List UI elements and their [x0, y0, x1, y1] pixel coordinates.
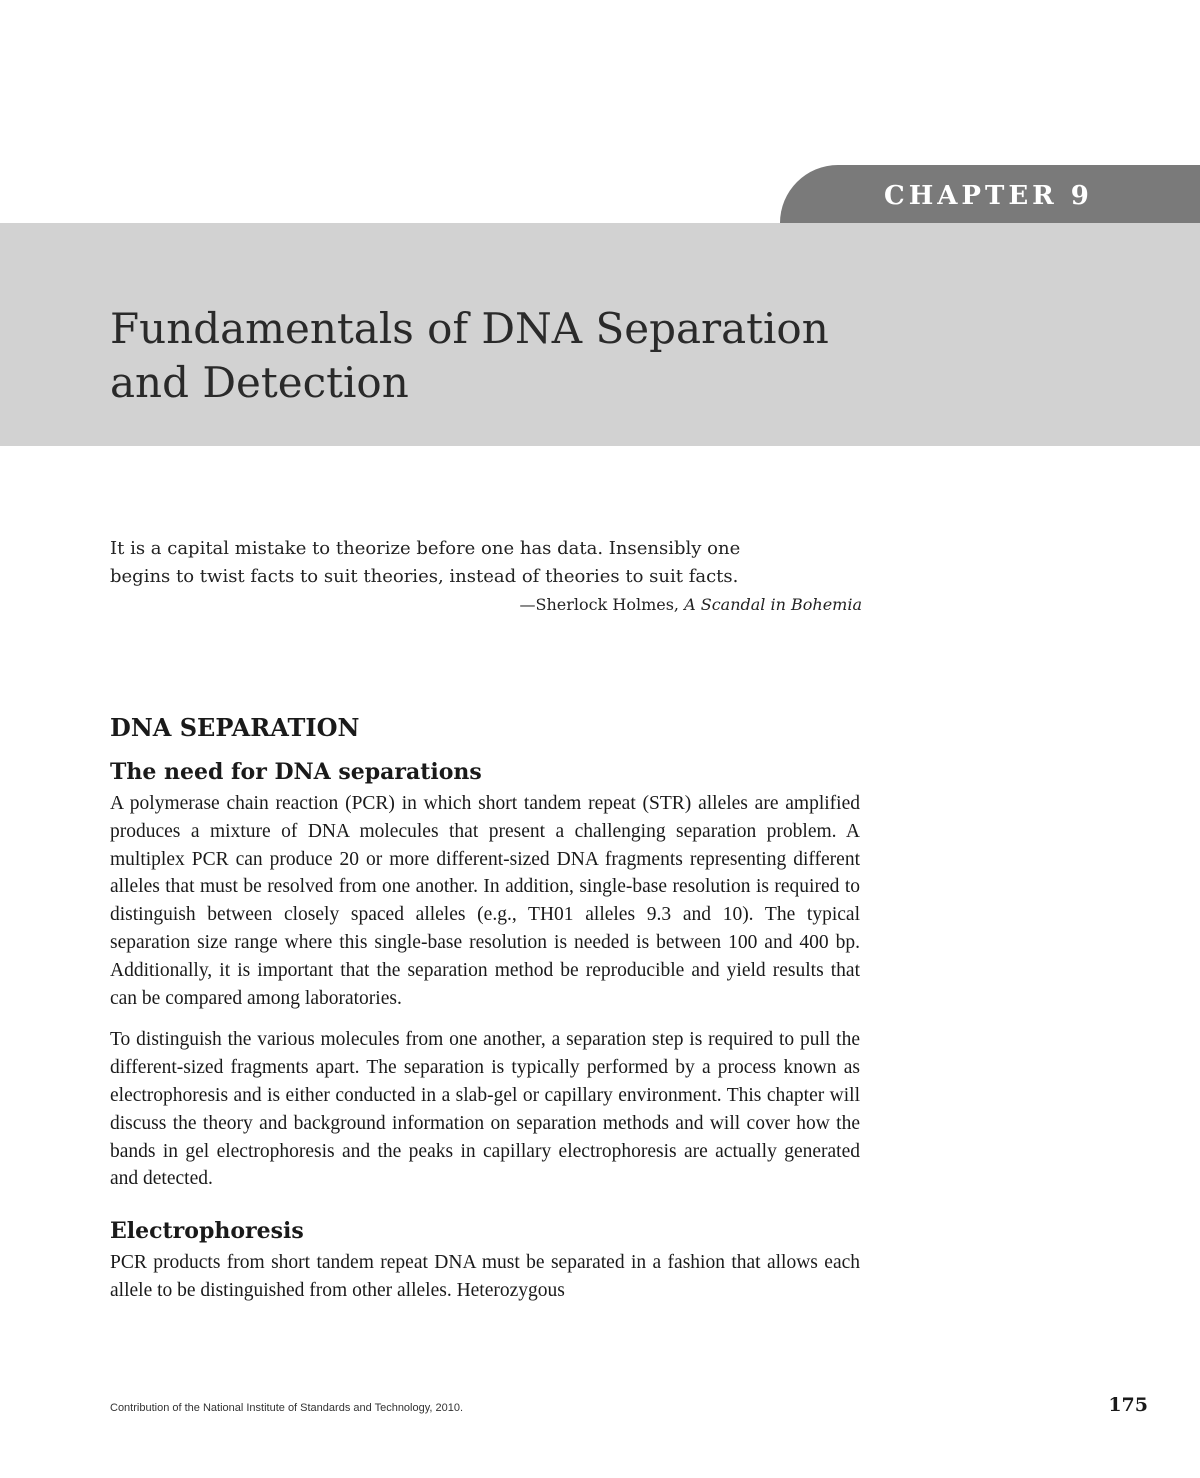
body-paragraph-3: PCR products from short tandem repeat DNA must be separated in a fashion that allows each allele to be distinguished from other alleles. Heterozygous [110, 1252, 860, 1301]
epigraph [110, 535, 862, 619]
subheading-need-for-separations: The need for DNA separations [110, 759, 482, 785]
chapter-title-line-2: and Detection [110, 358, 409, 407]
chapter-title [110, 302, 1010, 410]
section-heading: DNA SEPARATION [110, 713, 360, 742]
main-content [110, 708, 860, 1319]
page-number: 175 [1108, 1394, 1148, 1416]
epigraph-line-2: begins to twist facts to suit theories, instead of theories to suit facts. [110, 566, 739, 587]
footer-note: Contribution of the National Institute of Standards and Technology, 2010. [110, 1402, 464, 1414]
chapter-label: CHAPTER 9 [884, 181, 1093, 211]
epigraph-line-1: It is a capital mistake to theorize before one has data. Insensibly one [110, 538, 741, 559]
body-paragraph-2: To distinguish the various molecules from one another, a separation step is required to pull the different-sized fragments apart. The separation is typically performed by a process known as electrophoresis and is either conducted in a slab-gel or capillary environment. This chapter will discuss the theory and background information on separation methods and will cover how the bands in gel electrophoresis and the peaks in capillary electrophoresis are actually generated and detected. [110, 1029, 860, 1190]
subheading-electrophoresis: Electrophoresis [110, 1218, 304, 1245]
body-paragraph-1: A polymerase chain reaction (PCR) in which short tandem repeat (STR) alleles are amplified produces a mixture of DNA molecules that present a challenging separation problem. A multiplex PCR can produce 20 or more different-sized DNA fragments representing different alleles that must be resolved from one another. In addition, single-base resolution is required to distinguish between closely spaced alleles (e.g., TH01 alleles 9.3 and 10). The typical separation size range where this single-base resolution is needed is between 100 and 400 bp. Additionally, it is important that the separation method be reproducible and yield results that can be compared among laboratories. [110, 793, 860, 1009]
attribution-author: —Sherlock Holmes, [519, 595, 685, 614]
attribution-work: A Scandal in Bohemia [684, 595, 862, 614]
epigraph-attribution [110, 591, 862, 619]
chapter-title-line-1: Fundamentals of DNA Separation [110, 304, 829, 353]
